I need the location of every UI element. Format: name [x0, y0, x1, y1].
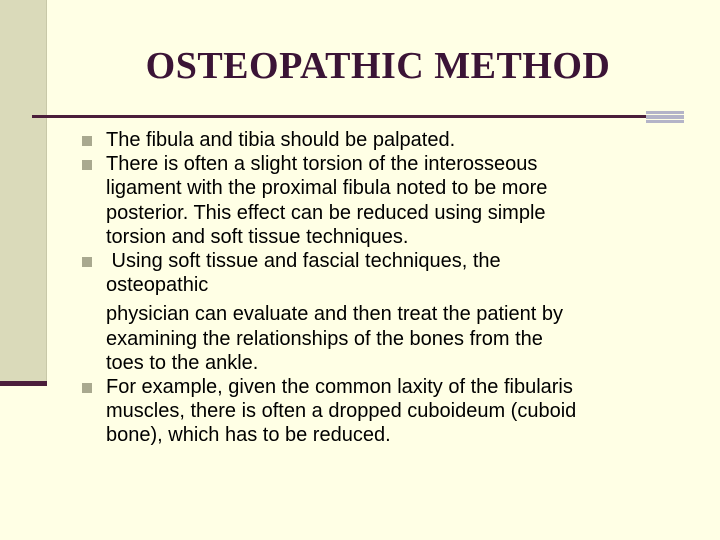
bullet-text-line: Using soft tissue and fascial techniques, the — [106, 250, 501, 273]
bullet-text-line: toes to the ankle. — [106, 351, 259, 374]
left-accent-bar — [0, 381, 47, 386]
bullet-item — [84, 128, 684, 152]
bullet-text-line: There is often a slight torsion of the interosseous — [106, 153, 538, 176]
bullet-item — [84, 375, 684, 448]
bullet-text-line: bone), which has to be reduced. — [106, 424, 391, 447]
bullet-text-line: posterior. This effect can be reduced using simple — [106, 201, 546, 224]
bullet-square-icon — [82, 257, 92, 267]
bullet-square-icon — [82, 160, 92, 170]
bullet-text-line: torsion and soft tissue techniques. — [106, 225, 409, 248]
slide-title: OSTEOPATHIC METHOD — [145, 45, 611, 87]
bullet-text-line: ligament with the proximal fibula noted to be more — [106, 177, 548, 200]
bullet-list — [84, 128, 684, 448]
title-underline-rule — [32, 115, 646, 118]
bullet-text-line: muscles, there is often a dropped cuboideum (cuboid — [106, 400, 577, 423]
bullet-text-line: examining the relationships of the bones from the — [106, 327, 543, 350]
bullet-item — [84, 152, 684, 249]
bullet-text-line: For example, given the common laxity of the fibularis — [106, 376, 573, 399]
bullet-text-line: osteopathic — [106, 274, 209, 297]
title-rule-accent — [646, 111, 684, 123]
bullet-text-line: The fibula and tibia should be palpated. — [106, 129, 456, 151]
bullet-text-line: physician can evaluate and then treat the patient by — [106, 303, 563, 326]
left-decorative-band — [0, 0, 47, 384]
bullet-square-icon — [82, 136, 92, 146]
bullet-item — [84, 249, 684, 375]
bullet-square-icon — [82, 383, 92, 393]
